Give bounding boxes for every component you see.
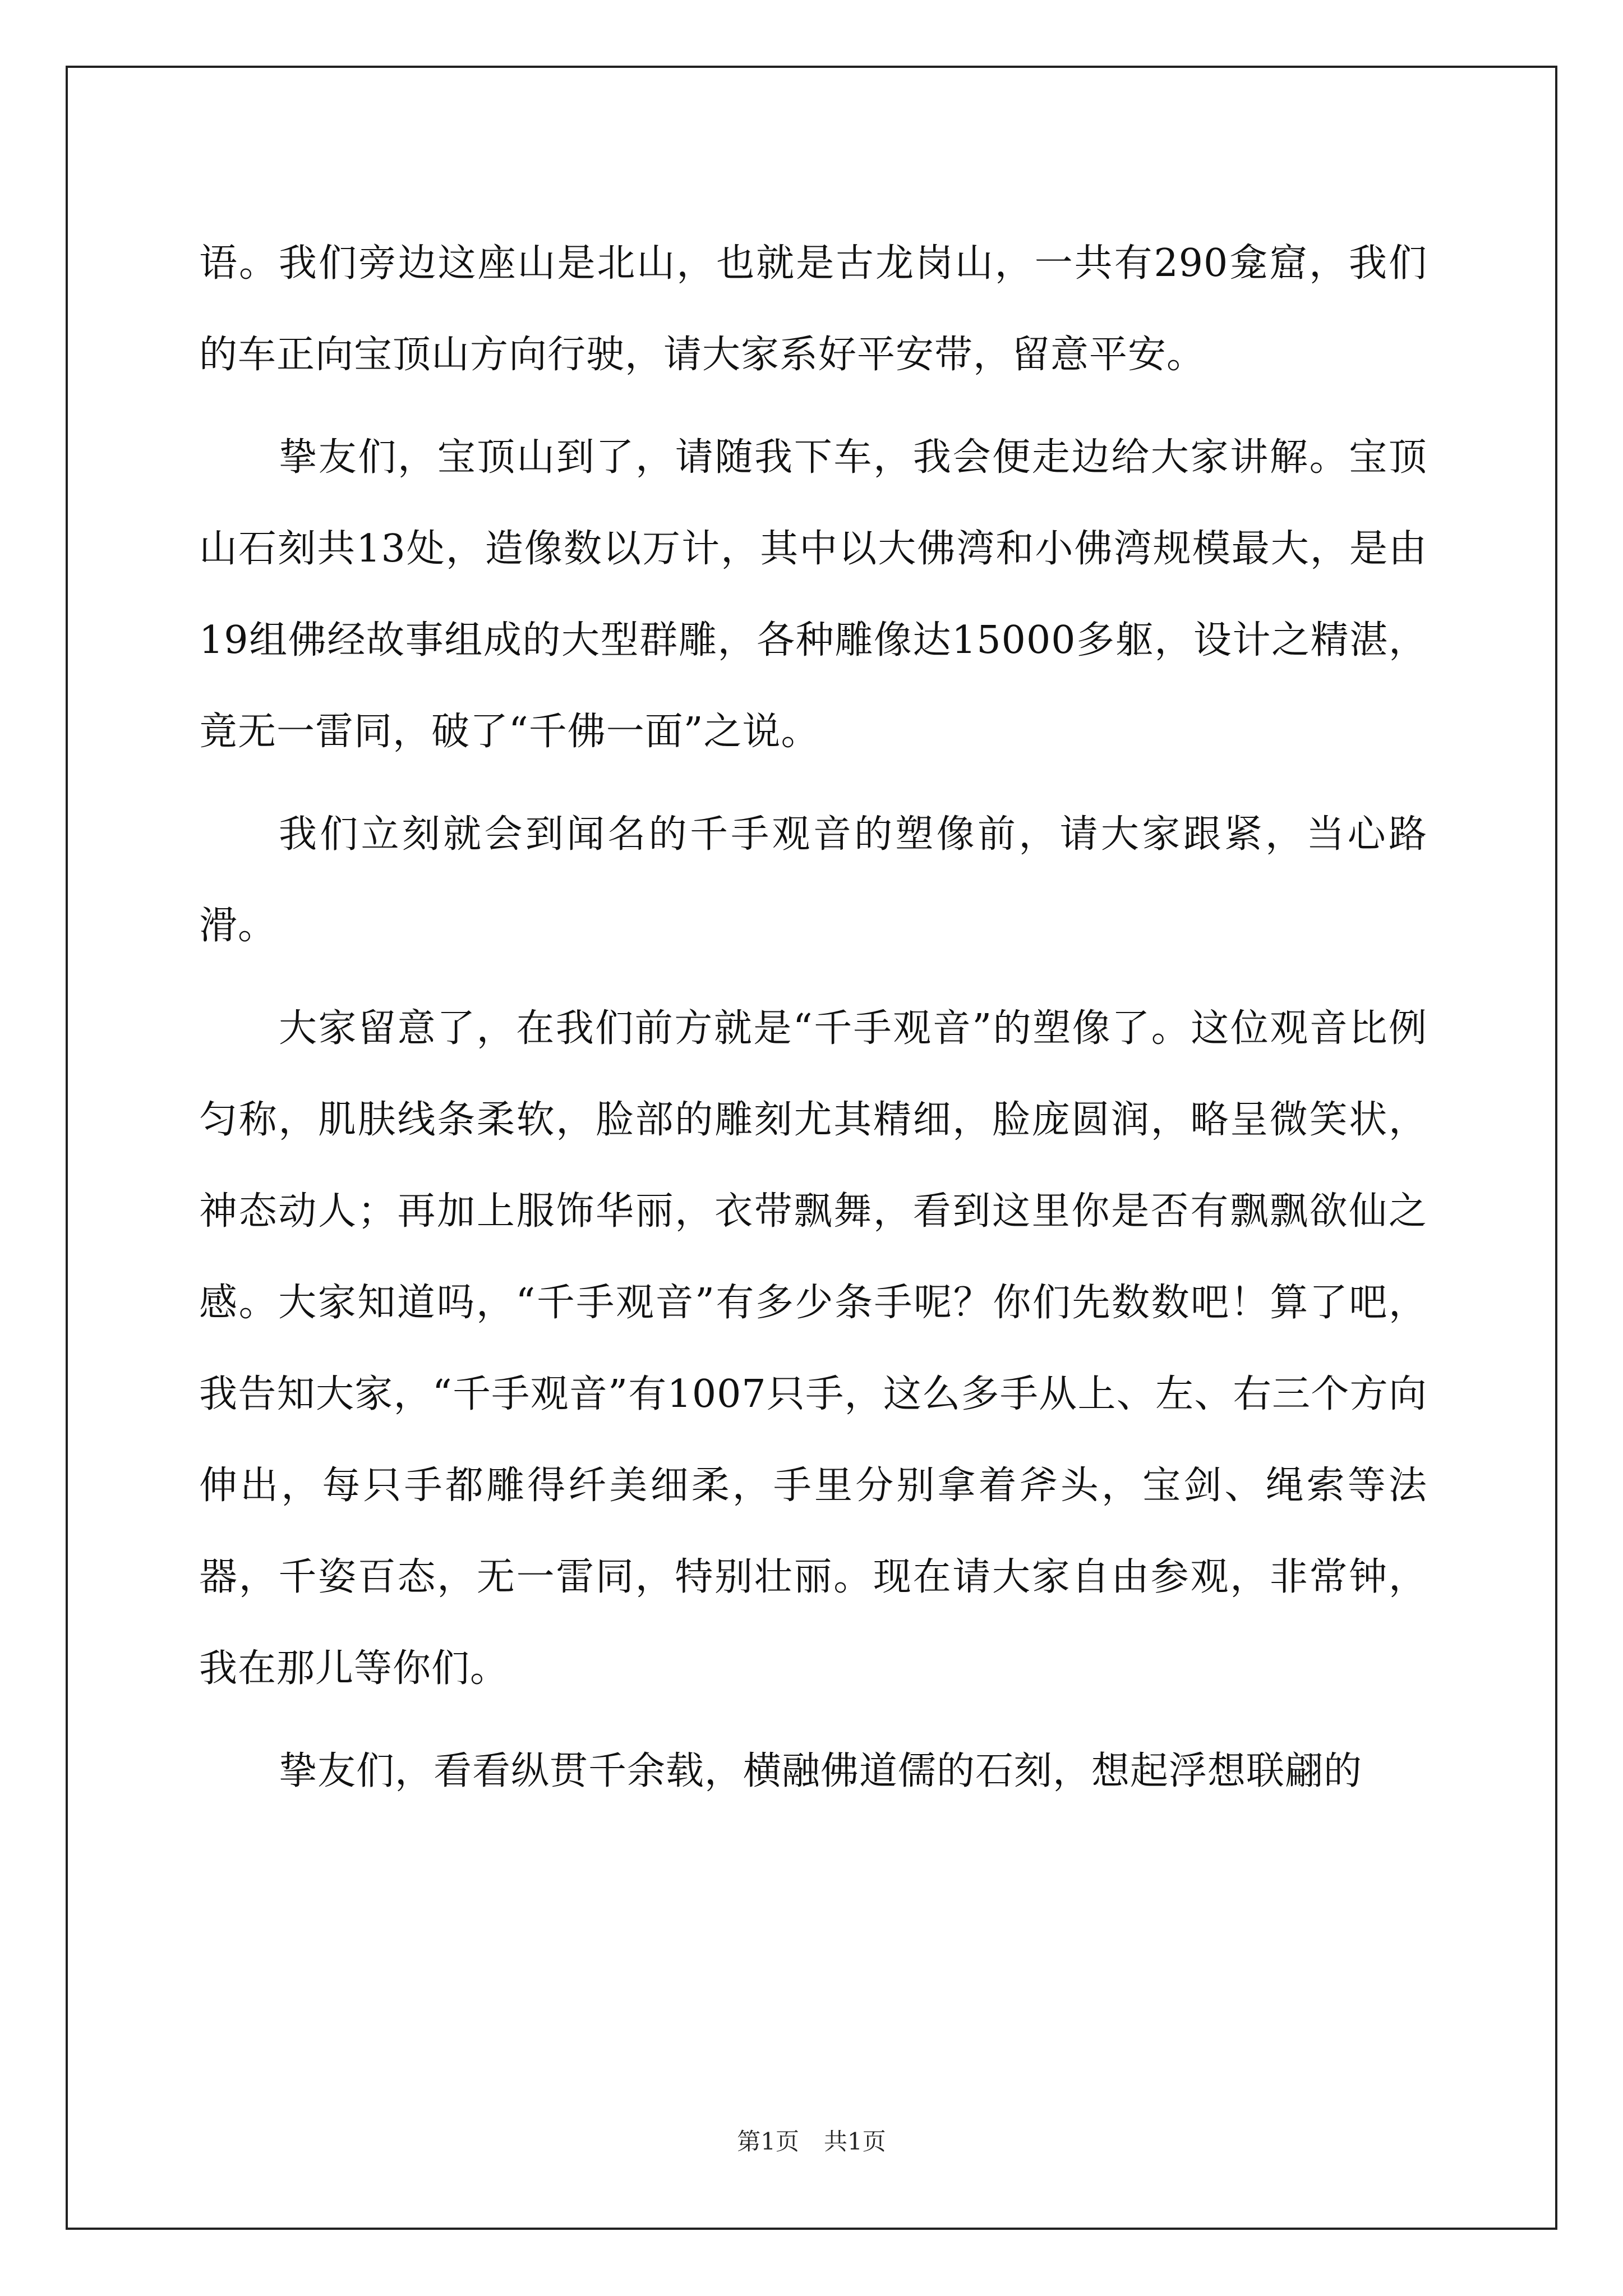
page-footer — [0, 2125, 1623, 2159]
page-total: 共1页 — [824, 2128, 886, 2155]
page-number: 第1页 — [737, 2128, 799, 2155]
document-body — [199, 218, 1427, 1817]
paragraph: 我们立刻就会到闻名的千手观音的塑像前，请大家跟紧，当心路滑。 — [199, 812, 1427, 948]
paragraph: 挚友们，宝顶山到了，请随我下车，我会便走边给大家讲解。宝顶山石刻共13处，造像数以万计，其中以大佛湾和小佛湾规模最大，是由19组佛经故事组成的大型群雕，各种雕像达15000多躯，设计之精湛，竟无一雷同，破了“千佛一面”之说。 — [199, 435, 1427, 754]
paragraph: 大家留意了，在我们前方就是“千手观音”的塑像了。这位观音比例匀称，肌肤线条柔软，脸部的雕刻尤其精细，脸庞圆润，略呈微笑状，神态动人；再加上服饰华丽，衣带飘舞，看到这里你是否有飘飘欲仙之感。大家知道吗，“千手观音”有多少条手呢？你们先数数吧！算了吧，我告知大家，“千手观音”有1007只手，这么多手从上、左、右三个方向伸出，每只手都雕得纤美细柔，手里分别拿着斧头，宝剑、绳索等法器，千姿百态，无一雷同，特别壮丽。现在请大家自由参观，非常钟，我在那儿等你们。 — [199, 1006, 1427, 1691]
paragraph: 挚友们，看看纵贯千余载，横融佛道儒的石刻，想起浮想联翩的 — [279, 1749, 1363, 1793]
paragraph: 语。我们旁边这座山是北山，也就是古龙岗山，一共有290龛窟，我们的车正向宝顶山方向行驶，请大家系好平安带，留意平安。 — [199, 241, 1427, 377]
